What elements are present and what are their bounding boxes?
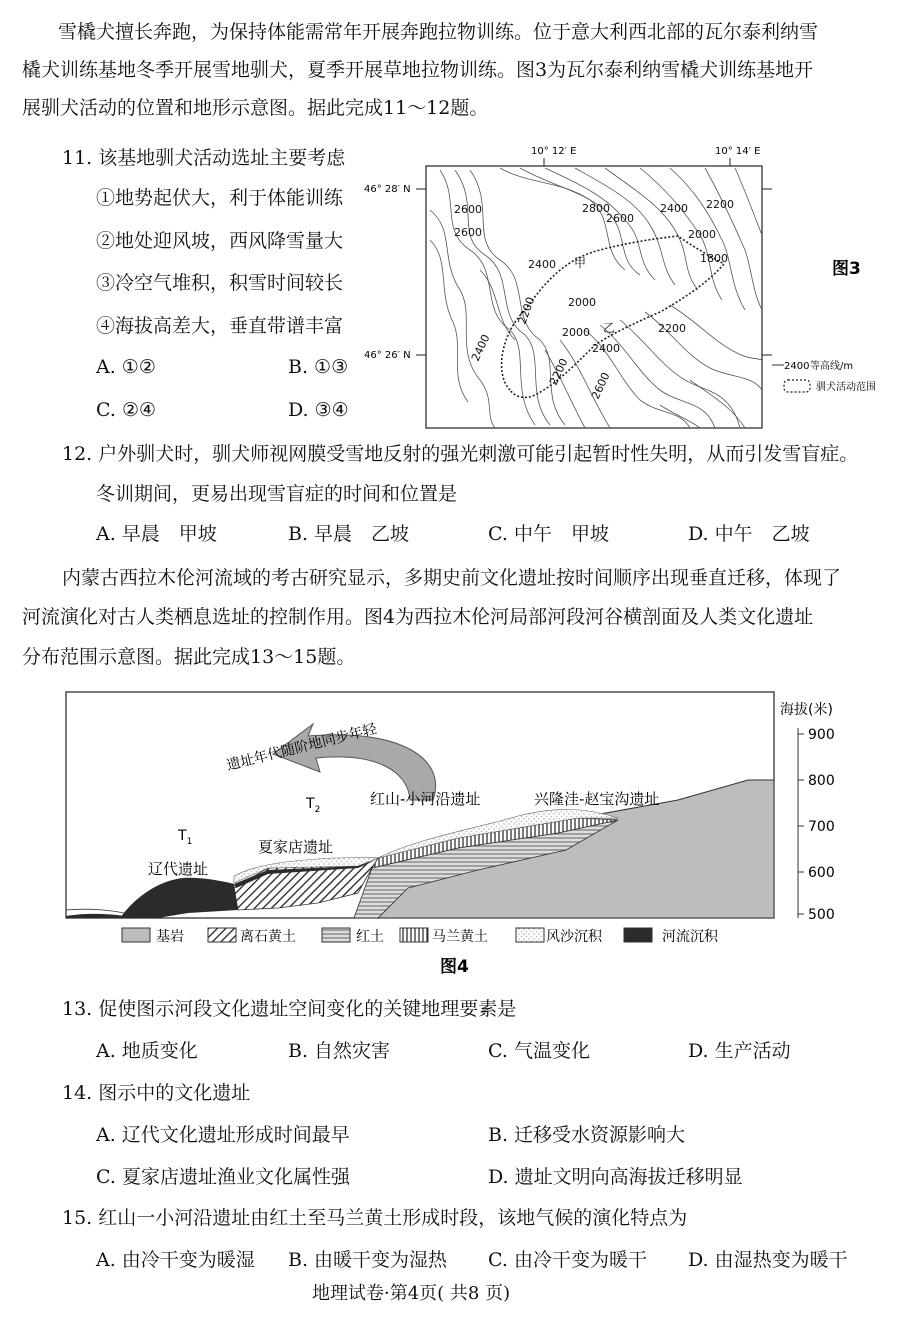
fig3-contour-label: 2200 bbox=[546, 356, 571, 388]
q11-item-2: ②地处迎风坡，西风降雪量大 bbox=[96, 230, 344, 252]
intro2-line2: 河流演化对古人类栖息选址的控制作用。图4为西拉木伦河局部河段河谷横剖面及人类文化遗址 bbox=[22, 606, 814, 628]
legend-swatch-aeolian-sand bbox=[516, 928, 544, 942]
fig3-contour-label: 2400 bbox=[468, 332, 493, 364]
page-footer: 地理试卷·第4页( 共8 页) bbox=[312, 1283, 511, 1304]
fig3-lat-top: 46° 28′ N bbox=[364, 184, 411, 195]
q11-option-b: B. ①③ bbox=[288, 356, 349, 378]
intro1-line3: 展驯犬活动的位置和地形示意图。据此完成11～12题。 bbox=[22, 97, 489, 119]
q11-option-d: D. ③④ bbox=[288, 399, 349, 421]
fig3-contour-label: 2600 bbox=[588, 370, 613, 402]
q13-option-c: C. 气温变化 bbox=[488, 1040, 590, 1062]
q15-option-d: D. 由湿热变为暖干 bbox=[688, 1249, 848, 1271]
figure3-topo-map bbox=[360, 140, 919, 440]
legend-swatch-bedrock bbox=[122, 928, 150, 942]
legend-swatch-malan-loess bbox=[400, 928, 428, 942]
intro1-line1: 雪橇犬擅长奔跑，为保持体能需常年开展奔跑拉物训练。位于意大利西北部的瓦尔泰利纳雪 bbox=[58, 21, 819, 43]
q12-line2: 冬训期间，更易出现雪盲症的时间和位置是 bbox=[96, 483, 458, 505]
q11-option-a: A. ①② bbox=[96, 356, 156, 378]
q15-option-b: B. 由暖干变为湿热 bbox=[288, 1249, 448, 1271]
fig3-contour-label: 2600 bbox=[606, 212, 634, 225]
q14-option-a: A. 辽代文化遗址形成时间最早 bbox=[96, 1124, 350, 1146]
fig4-site-xinglongwa: 兴隆洼-赵宝沟遗址 bbox=[534, 790, 660, 808]
fig4-terrace-t2: $T_2$ bbox=[306, 796, 321, 815]
intro1-line2: 橇犬训练基地冬季开展雪地驯犬，夏季开展草地拉物训练。图3为瓦尔泰利纳雪橇犬训练基地开 bbox=[22, 59, 814, 81]
q15-option-c: C. 由冷干变为暖干 bbox=[488, 1249, 647, 1271]
q11-item-1: ①地势起伏大，利于体能训练 bbox=[96, 187, 344, 209]
fig3-contour-label: 2200 bbox=[706, 198, 734, 211]
fig3-contour-label: 2400 bbox=[592, 342, 620, 355]
fig3-legend-area-text: 驯犬活动范围 bbox=[816, 382, 876, 393]
fig3-label-jia: 甲 bbox=[574, 256, 587, 270]
fig4-caption: 图4 bbox=[440, 957, 469, 977]
fig3-lon-left: 10° 12′ E bbox=[531, 146, 577, 157]
q12-line1: 12. 户外驯犬时，驯犬师视网膜受雪地反射的强光刺激可能引起暂时性失明，从而引发雪盲症。 bbox=[62, 443, 859, 465]
q13-option-b: B. 自然灾害 bbox=[288, 1040, 391, 1062]
fig3-legend-contour-text: 等高线/m bbox=[810, 361, 854, 372]
legend-swatch-red-soil bbox=[322, 928, 350, 942]
q15-option-a: A. 由冷干变为暖湿 bbox=[96, 1249, 255, 1271]
q15-stem: 15. 红山一小河沿遗址由红土至马兰黄土形成时段，该地气候的演化特点为 bbox=[62, 1207, 688, 1229]
fig3-lat-bottom: 46° 26′ N bbox=[364, 350, 411, 361]
fig3-contour-label: 2200 bbox=[515, 295, 538, 327]
legend-swatch-fluvial bbox=[624, 928, 652, 942]
fig3-contour-label: 1800 bbox=[700, 252, 728, 265]
fig4-tick: 800 bbox=[808, 773, 835, 789]
fig4-site-xiajia: 夏家店遗址 bbox=[258, 838, 334, 856]
q11-stem: 11. 该基地驯犬活动选址主要考虑 bbox=[62, 147, 346, 169]
legend-label-aeolian-sand: 风沙沉积 bbox=[546, 929, 602, 945]
fig3-legend-contour-value: 2400 bbox=[784, 361, 810, 372]
q11-option-c: C. ②④ bbox=[96, 399, 157, 421]
q11-item-3: ③冷空气堆积，积雪时间较长 bbox=[96, 272, 344, 294]
fig3-lon-right: 10° 14′ E bbox=[715, 146, 761, 157]
figure4-valley-profile bbox=[58, 688, 918, 980]
fig4-site-hongshan: 红山-小河沿遗址 bbox=[370, 790, 481, 808]
fig4-legend bbox=[122, 928, 719, 945]
q14-option-b: B. 迁移受水资源影响大 bbox=[488, 1124, 686, 1146]
q13-option-a: A. 地质变化 bbox=[96, 1040, 198, 1062]
fig3-contour-label: 2000 bbox=[568, 296, 596, 309]
legend-label-malan-loess: 马兰黄土 bbox=[432, 929, 488, 945]
fig3-contour-label: 2400 bbox=[660, 202, 688, 215]
fig4-arrow-text: 遗址年代随阶地同步年轻 bbox=[225, 721, 379, 774]
intro2-line3: 分布范围示意图。据此完成13～15题。 bbox=[22, 646, 356, 668]
q13-stem: 13. 促使图示河段文化遗址空间变化的关键地理要素是 bbox=[62, 998, 517, 1020]
legend-label-bedrock: 基岩 bbox=[156, 929, 184, 945]
fig4-tick: 500 bbox=[808, 907, 835, 923]
fig4-terrace-t1: $T_1$ bbox=[178, 828, 193, 847]
q14-option-d: D. 遗址文明向高海拔迁移明显 bbox=[488, 1166, 743, 1188]
fig4-tick: 900 bbox=[808, 727, 835, 743]
fig3-contour-label: 2800 bbox=[582, 202, 610, 215]
legend-label-lishi-loess: 离石黄土 bbox=[240, 929, 296, 945]
fig3-contour-label: 2000 bbox=[688, 228, 716, 241]
q14-option-c: C. 夏家店遗址渔业文化属性强 bbox=[96, 1166, 350, 1188]
fig3-legend-area-swatch bbox=[784, 380, 810, 392]
fig3-label-yi: 乙 bbox=[603, 321, 616, 335]
fig3-contour-label: 2000 bbox=[562, 326, 590, 339]
q12-option-c: C. 中午 甲坡 bbox=[488, 523, 609, 545]
fig4-axis-title: 海拔(米) bbox=[780, 702, 833, 718]
fig3-caption: 图3 bbox=[832, 259, 861, 279]
fig3-contour-label: 2600 bbox=[454, 203, 482, 216]
q11-item-4: ④海拔高差大，垂直带谱丰富 bbox=[96, 315, 344, 337]
fig4-site-liao: 辽代遗址 bbox=[148, 860, 209, 878]
fig3-contour-label: 2200 bbox=[658, 322, 686, 335]
q12-option-b: B. 早晨 乙坡 bbox=[288, 523, 410, 545]
fig4-tick: 600 bbox=[808, 865, 835, 881]
q12-option-d: D. 中午 乙坡 bbox=[688, 523, 810, 545]
fig3-contour-label: 2600 bbox=[454, 226, 482, 239]
q12-option-a: A. 早晨 甲坡 bbox=[96, 523, 217, 545]
legend-label-fluvial: 河流沉积 bbox=[662, 929, 718, 945]
fig4-tick: 700 bbox=[808, 819, 835, 835]
intro2-line1: 内蒙古西拉木伦河流域的考古研究显示，多期史前文化遗址按时间顺序出现垂直迁移，体现了 bbox=[62, 567, 842, 589]
legend-label-red-soil: 红土 bbox=[356, 929, 384, 945]
legend-swatch-lishi-loess bbox=[208, 928, 236, 942]
q13-option-d: D. 生产活动 bbox=[688, 1040, 791, 1062]
q14-stem: 14. 图示中的文化遗址 bbox=[62, 1082, 251, 1104]
fig3-contour-label: 2400 bbox=[528, 258, 556, 271]
